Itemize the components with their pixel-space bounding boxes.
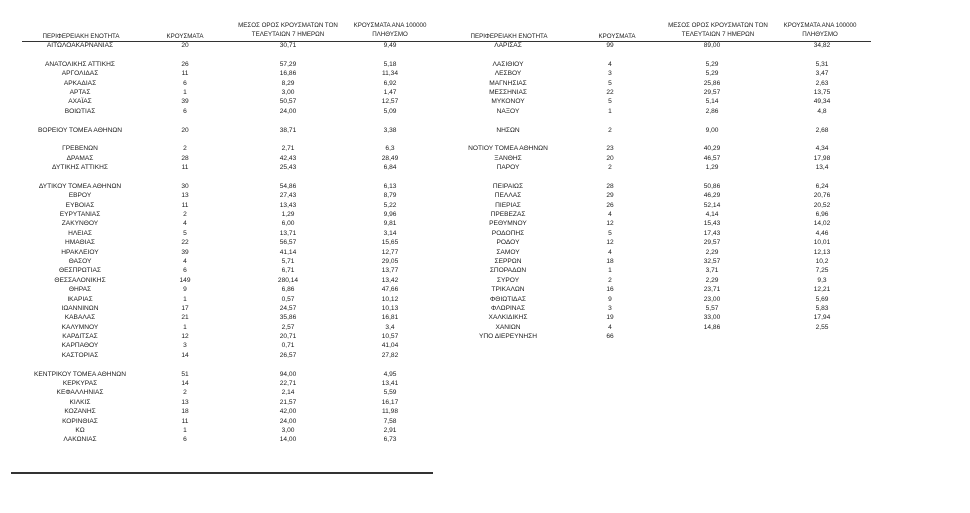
right-header-per100k: ΚΡΟΥΣΜΑΤΑ ΑΝΑ 100000 ΠΛΗΘΥΣΜΟ [783,22,857,38]
cases-value: 14 [181,380,189,388]
region-name: ΔΥΤΙΚΗΣ ΑΤΤΙΚΗΣ [52,164,108,172]
per100k-value: 2,68 [815,126,829,134]
avg7-value: 0,71 [281,342,295,350]
avg7-value: 38,71 [279,126,297,134]
region-name: ΡΟΔΟΥ [496,239,520,247]
cases-value: 20 [181,42,189,49]
cases-value: 6 [183,79,187,87]
avg7-value: 40,29 [703,145,721,153]
cases-value: 3 [608,304,612,312]
region-name: ΗΡΑΚΛΕΙΟΥ [61,248,99,256]
region-name: ΜΕΣΣΗΝΙΑΣ [489,88,527,96]
per100k-value: 9,3 [817,276,827,284]
region-name: ΠΙΕΡΙΑΣ [495,201,521,209]
avg7-value: 20,71 [279,333,297,341]
per100k-value: 15,65 [381,239,399,247]
left-header-per100k: ΚΡΟΥΣΜΑΤΑ ΑΝΑ 100000 ΠΛΗΘΥΣΜΟ [353,22,427,38]
region-name: ΒΟΡΕΙΟΥ ΤΟΜΕΑ ΑΘΗΝΩΝ [37,126,123,134]
region-name: ΥΠΟ ΔΙΕΡΕΥΝΗΣΗ [479,333,537,341]
region-name: ΑΡΓΟΛΙΔΑΣ [61,70,99,78]
cases-value: 6 [183,107,187,115]
per100k-value: 12,57 [381,98,399,106]
region-name: ΘΑΣΟΥ [68,257,92,265]
per100k-value: 5,83 [815,304,829,312]
avg7-value: 23,00 [703,295,721,303]
per100k-value: 9,81 [383,220,397,228]
cases-value: 17 [181,304,189,312]
region-name: ΚΟΡΙΝΘΙΑΣ [62,417,98,425]
region-name: ΣΠΟΡΑΔΩΝ [489,267,527,275]
avg7-value: 42,43 [279,154,297,162]
cases-value: 2 [183,389,187,397]
per100k-value: 16,81 [381,314,399,322]
per100k-value: 4,34 [815,145,829,153]
cases-value: 149 [179,276,191,284]
region-name: ΤΡΙΚΑΛΩΝ [491,286,525,294]
avg7-value: 41,14 [279,248,297,256]
cases-value: 3 [183,342,187,350]
region-name: ΡΕΘΥΜΝΟΥ [489,220,527,228]
avg7-value: 25,86 [703,79,721,87]
per100k-value: 41,04 [381,342,399,350]
per100k-value: 12,13 [813,248,831,256]
cases-value: 11 [181,201,189,209]
cases-value: 9 [608,295,612,303]
cases-value: 4 [183,257,187,265]
region-name: ΚΕΦΑΛΛΗΝΙΑΣ [56,389,104,397]
per100k-value: 4,8 [817,107,827,115]
per100k-value: 6,84 [383,164,397,172]
region-name: ΚΙΛΚΙΣ [69,398,91,406]
cases-value: 20 [606,154,614,162]
avg7-value: 8,29 [281,79,295,87]
per100k-value: 13,4 [815,164,829,172]
region-name: ΑΝΑΤΟΛΙΚΗΣ ΑΤΤΙΚΗΣ [45,60,115,68]
avg7-value: 2,29 [705,248,719,256]
cases-value: 1 [183,426,187,434]
avg7-value: 24,00 [279,107,297,115]
per100k-value: 2,55 [815,323,829,331]
cases-value: 16 [606,286,614,294]
avg7-value: 5,29 [705,60,719,68]
per100k-value: 11,98 [381,408,398,416]
per100k-value: 49,34 [813,98,831,106]
per100k-value: 9,96 [383,211,397,219]
avg7-value: 24,00 [279,417,297,425]
region-name: ΞΑΝΘΗΣ [494,154,522,162]
region-name: ΜΑΓΝΗΣΙΑΣ [489,79,527,87]
avg7-value: 29,57 [703,239,721,247]
per100k-value: 6,92 [383,79,397,87]
avg7-value: 21,57 [279,398,297,406]
cases-value: 2 [608,276,612,284]
left-header-avg: ΜΕΣΟΣ ΟΡΟΣ ΚΡΟΥΣΜΑΤΩΝ ΤΟΝ ΤΕΛΕΥΤΑΙΩΝ 7 ΗΜΕΡΩΝ [238,22,338,38]
per100k-value: 2,91 [383,426,397,434]
cases-value: 66 [606,333,614,341]
avg7-value: 2,86 [705,107,719,115]
avg7-value: 89,00 [703,42,721,49]
avg7-value: 16,86 [279,70,297,78]
left-header-region: ΠΕΡΙΦΕΡΕΙΑΚΗ ΕΝΟΤΗΤΑ [42,33,120,40]
region-name: ΑΡΚΑΔΙΑΣ [63,79,97,87]
per100k-value: 17,98 [813,154,831,162]
avg7-value: 42,00 [279,408,297,416]
region-name: ΜΥΚΟΝΟΥ [491,98,525,106]
per100k-value: 13,41 [381,380,399,388]
region-name: ΑΙΤΩΛΟΑΚΑΡΝΑΝΙΑΣ [46,42,114,49]
region-name: ΡΟΔΟΠΗΣ [491,229,525,237]
region-name: ΕΒΡΟΥ [68,192,92,200]
avg7-value: 27,43 [279,192,297,200]
avg7-value: 13,71 [279,229,297,237]
cases-value: 11 [181,164,189,172]
avg7-value: 57,29 [279,60,297,68]
region-name: ΛΑΡΙΣΑΣ [494,42,522,49]
region-name: ΝΟΤΙΟΥ ΤΟΜΕΑ ΑΘΗΝΩΝ [468,145,548,153]
avg7-value: 17,43 [703,229,721,237]
cases-value: 2 [608,126,612,134]
cases-value: 3 [608,70,612,78]
avg7-value: 50,57 [279,98,297,106]
region-name: ΛΕΣΒΟΥ [494,70,522,78]
avg7-value: 15,43 [703,220,721,228]
region-name: ΘΕΣΠΡΩΤΙΑΣ [58,267,102,275]
region-name: ΔΡΑΜΑΣ [66,154,94,162]
region-name: ΙΩΑΝΝΙΝΩΝ [61,304,99,312]
per100k-value: 10,13 [381,304,399,312]
cases-value: 12 [606,239,614,247]
region-name: ΚΟΖΑΝΗΣ [64,408,96,416]
cases-value: 13 [181,192,189,200]
avg7-value: 14,00 [279,436,297,444]
cases-value: 12 [606,220,614,228]
region-name: ΕΥΡΥΤΑΝΙΑΣ [59,211,101,219]
cases-value: 1 [183,323,187,331]
avg7-value: 24,57 [279,304,297,312]
cases-value: 19 [606,314,614,322]
region-name: ΑΧΑΪΑΣ [68,98,92,106]
per100k-value: 3,38 [383,126,397,134]
cases-value: 11 [181,417,189,425]
cases-value: 2 [608,164,612,172]
cases-value: 12 [181,333,189,341]
cases-value: 5 [608,98,612,106]
region-name: ΚΑΡΠΑΘΟΥ [61,342,99,350]
cases-value: 1 [608,107,612,115]
region-name: ΙΚΑΡΙΑΣ [67,295,93,303]
per100k-value: 5,69 [815,295,829,303]
cases-value: 23 [606,145,614,153]
region-name: ΗΜΑΘΙΑΣ [65,239,95,247]
region-name: ΧΑΛΚΙΔΙΚΗΣ [488,314,528,322]
avg7-value: 5,14 [705,98,719,106]
avg7-value: 54,86 [279,182,297,190]
per100k-value: 6,73 [383,436,397,444]
per100k-value: 12,21 [813,286,831,294]
avg7-value: 5,71 [281,257,295,265]
region-name: ΣΥΡΟΥ [496,276,520,284]
per100k-value: 5,09 [383,107,397,115]
avg7-value: 280,14 [277,276,299,284]
region-name: ΦΘΙΩΤΙΔΑΣ [490,295,526,303]
per100k-value: 10,2 [815,257,829,265]
avg7-value: 35,86 [279,314,297,322]
avg7-value: 22,71 [279,380,297,388]
region-name: ΚΕΡΚΥΡΑΣ [62,380,98,388]
cases-value: 20 [181,126,189,134]
per100k-value: 13,77 [381,267,399,275]
per100k-value: 7,58 [383,417,397,425]
cases-value: 22 [181,239,189,247]
cases-value: 18 [606,257,614,265]
per100k-value: 10,01 [813,239,831,247]
avg7-value: 0,57 [281,295,295,303]
region-name: ΔΥΤΙΚΟΥ ΤΟΜΕΑ ΑΘΗΝΩΝ [38,182,122,190]
cases-value: 28 [181,154,189,162]
per100k-value: 13,42 [381,276,399,284]
per100k-value: 5,22 [383,201,397,209]
per100k-value: 20,76 [813,192,831,200]
avg7-value: 3,00 [281,426,295,434]
per100k-value: 7,25 [815,267,829,275]
cases-value: 1 [183,88,187,96]
region-name: ΝΗΣΩΝ [496,126,520,134]
right-header-region: ΠΕΡΙΦΕΡΕΙΑΚΗ ΕΝΟΤΗΤΑ [470,33,548,40]
per100k-value: 34,82 [813,42,831,49]
region-name: ΠΕΛΛΑΣ [494,192,522,200]
cases-value: 5 [608,79,612,87]
region-name: ΠΕΙΡΑΙΩΣ [492,182,524,190]
right-header-avg: ΜΕΣΟΣ ΟΡΟΣ ΚΡΟΥΣΜΑΤΩΝ ΤΟΝ ΤΕΛΕΥΤΑΙΩΝ 7 ΗΜΕΡΩΝ [668,22,768,38]
avg7-value: 25,43 [279,164,297,172]
cases-value: 22 [606,88,614,96]
cases-value: 14 [181,351,189,359]
avg7-value: 1,29 [281,211,295,219]
cases-value: 1 [608,267,612,275]
per100k-value: 17,94 [813,314,831,322]
avg7-value: 3,71 [705,267,719,275]
per100k-value: 4,46 [815,229,829,237]
per100k-value: 14,02 [813,220,831,228]
per100k-value: 6,24 [815,182,829,190]
cases-value: 4 [183,220,187,228]
avg7-value: 2,14 [281,389,295,397]
region-name: ΚΑΣΤΟΡΙΑΣ [61,351,99,359]
region-name: ΘΗΡΑΣ [68,286,92,294]
region-name: ΚΕΝΤΡΙΚΟΥ ΤΟΜΕΑ ΑΘΗΝΩΝ [34,370,126,378]
avg7-value: 6,00 [281,220,295,228]
cases-value: 26 [181,60,189,68]
per100k-value: 3,47 [815,70,829,78]
left-header-cases: ΚΡΟΥΣΜΑΤΑ [166,33,204,40]
avg7-value: 33,00 [703,314,721,322]
avg7-value: 56,57 [279,239,297,247]
per100k-value: 16,17 [381,398,399,406]
per100k-value: 5,59 [383,389,397,397]
avg7-value: 50,86 [703,182,721,190]
per100k-value: 6,96 [815,211,829,219]
region-name: ΚΩ [75,426,85,434]
avg7-value: 46,57 [703,154,721,162]
region-name: ΓΡΕΒΕΝΩΝ [62,145,98,153]
per100k-value: 6,13 [383,182,397,190]
region-name: ΣΕΡΡΩΝ [494,257,522,265]
per100k-value: 4,95 [383,370,397,378]
avg7-value: 14,86 [703,323,721,331]
per100k-value: 8,79 [383,192,397,200]
avg7-value: 94,00 [279,370,297,378]
avg7-value: 32,57 [703,257,721,265]
avg7-value: 52,14 [703,201,721,209]
per100k-value: 10,57 [381,333,399,341]
cases-value: 4 [608,248,612,256]
per100k-value: 13,75 [813,88,831,96]
per100k-value: 20,52 [813,201,831,209]
cases-value: 4 [608,211,612,219]
per100k-value: 2,63 [815,79,829,87]
per100k-value: 5,18 [383,60,397,68]
region-name: ΣΑΜΟΥ [496,248,520,256]
avg7-value: 3,00 [281,88,295,96]
left-bottom-rule [11,472,433,474]
region-name: ΦΛΩΡΙΝΑΣ [490,304,526,312]
cases-value: 13 [181,398,189,406]
region-name: ΚΑΛΥΜΝΟΥ [61,323,99,331]
per100k-value: 47,66 [381,286,399,294]
avg7-value: 1,29 [705,164,719,172]
region-name: ΧΑΝΙΩΝ [495,323,521,331]
avg7-value: 4,14 [705,211,719,219]
region-name: ΘΕΣΣΑΛΟΝΙΚΗΣ [54,276,106,284]
region-name: ΛΑΚΩΝΙΑΣ [63,436,97,444]
cases-value: 1 [183,295,187,303]
region-name: ΗΛΕΙΑΣ [68,229,92,237]
cases-value: 6 [183,267,187,275]
avg7-value: 13,43 [279,201,297,209]
per100k-value: 10,12 [381,295,399,303]
cases-value: 2 [183,211,187,219]
cases-value: 28 [606,182,614,190]
avg7-value: 6,71 [281,267,295,275]
avg7-value: 29,57 [703,88,721,96]
region-name: ΠΑΡΟΥ [496,164,520,172]
avg7-value: 30,71 [279,42,297,49]
avg7-value: 9,00 [705,126,719,134]
avg7-value: 5,57 [705,304,719,312]
region-name: ΒΟΙΩΤΙΑΣ [64,107,96,115]
cases-value: 4 [608,60,612,68]
region-name: ΝΑΞΟΥ [496,107,520,115]
region-name: ΚΑΡΔΙΤΣΑΣ [62,333,98,341]
cases-value: 5 [608,229,612,237]
per100k-value: 28,49 [381,154,399,162]
region-name: ΠΡΕΒΕΖΑΣ [490,211,526,219]
cases-value: 51 [181,370,189,378]
cases-value: 11 [181,70,189,78]
cases-value: 30 [181,182,189,190]
cases-value: 39 [181,248,189,256]
avg7-value: 26,57 [279,351,297,359]
avg7-value: 5,29 [705,70,719,78]
region-name: ΕΥΒΟΙΑΣ [65,201,95,209]
avg7-value: 2,29 [705,276,719,284]
cases-value: 4 [608,323,612,331]
per100k-value: 12,77 [381,248,399,256]
avg7-value: 2,71 [281,145,295,153]
cases-value: 39 [181,98,189,106]
per100k-value: 27,82 [381,351,399,359]
cases-value: 9 [183,286,187,294]
per100k-value: 11,34 [381,70,398,78]
region-name: ΑΡΤΑΣ [69,88,91,96]
per100k-value: 1,47 [383,88,397,96]
per100k-value: 6,3 [385,145,395,153]
cases-value: 99 [606,42,614,49]
cases-value: 26 [606,201,614,209]
per100k-value: 5,31 [815,60,829,68]
per100k-value: 3,14 [383,229,397,237]
region-name: ΚΑΒΑΛΑΣ [64,314,96,322]
cases-value: 18 [181,408,189,416]
cases-value: 5 [183,229,187,237]
avg7-value: 2,57 [281,323,295,331]
cases-value: 2 [183,145,187,153]
region-name: ΛΑΣΙΘΙΟΥ [492,60,524,68]
per100k-value: 3,4 [385,323,395,331]
avg7-value: 6,86 [281,286,295,294]
avg7-value: 46,29 [703,192,721,200]
region-name: ΖΑΚΥΝΘΟΥ [61,220,99,228]
cases-value: 21 [181,314,189,322]
per100k-value: 29,05 [381,257,399,265]
right-header-cases: ΚΡΟΥΣΜΑΤΑ [598,33,636,40]
cases-value: 29 [606,192,614,200]
per100k-value: 9,49 [383,42,397,49]
cases-value: 6 [183,436,187,444]
avg7-value: 23,71 [703,286,721,294]
